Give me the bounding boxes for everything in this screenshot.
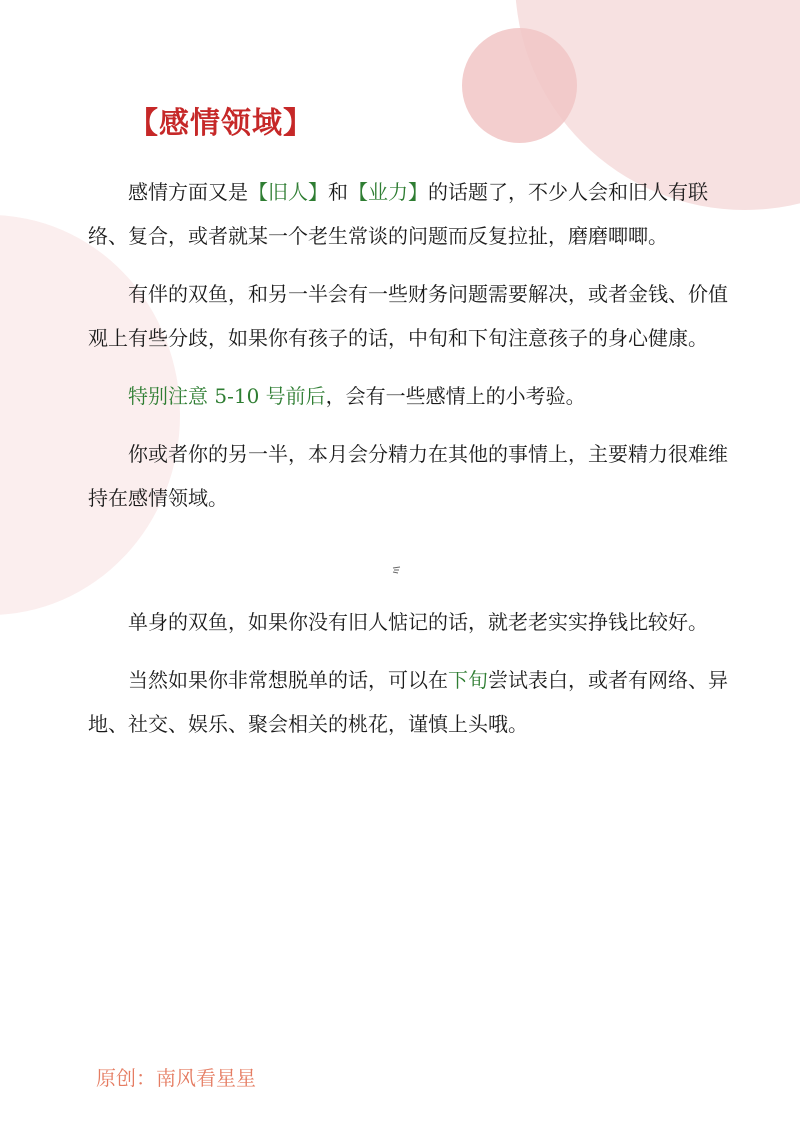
footer-credit: 原创：南风看星星 [96, 1066, 256, 1090]
paragraph-single [88, 600, 736, 644]
paragraph-old-flames [88, 170, 736, 258]
highlight-late-month: 下旬 [448, 668, 488, 692]
text-span: 尝试表白，或者有网络、异地、社交、娱乐、聚会相关的桃花，谨慎上头哦。 [88, 668, 728, 736]
text-span: 和 [328, 180, 348, 204]
highlight-dates: 特别注意 5-10 号前后 [128, 384, 326, 408]
text-span: 你或者你的另一半，本月会分精力在其他的事情上，主要精力很难维持在感情领域。 [88, 442, 728, 510]
text-span: 有伴的双鱼，和另一半会有一些财务问题需要解决，或者金钱、价值观上有些分歧，如果你有孩子的话，中旬和下旬注意孩子的身心健康。 [88, 282, 728, 350]
stray-mark-icon [392, 566, 402, 577]
decorative-circle-small [462, 28, 577, 143]
text-span: 的话题了，不少人会和旧人有联络、复合，或者就某一个老生常谈的问题而反复拉扯，磨磨唧唧。 [88, 180, 708, 248]
text-span: 感情方面又是 [128, 180, 248, 204]
article-body [88, 170, 736, 760]
text-span: 单身的双鱼，如果你没有旧人惦记的话，就老老实实挣钱比较好。 [128, 610, 708, 634]
highlight-old-people: 【旧人】 [248, 180, 328, 204]
page-title: 【感情领域】 [128, 106, 314, 141]
paragraph-partnered [88, 272, 736, 360]
paragraph-energy [88, 432, 736, 520]
text-span: 当然如果你非常想脱单的话，可以在 [128, 668, 448, 692]
highlight-karma: 【业力】 [348, 180, 428, 204]
paragraph-special-note [88, 374, 736, 418]
paragraph-confession [88, 658, 736, 746]
text-span: ，会有一些感情上的小考验。 [325, 384, 586, 408]
